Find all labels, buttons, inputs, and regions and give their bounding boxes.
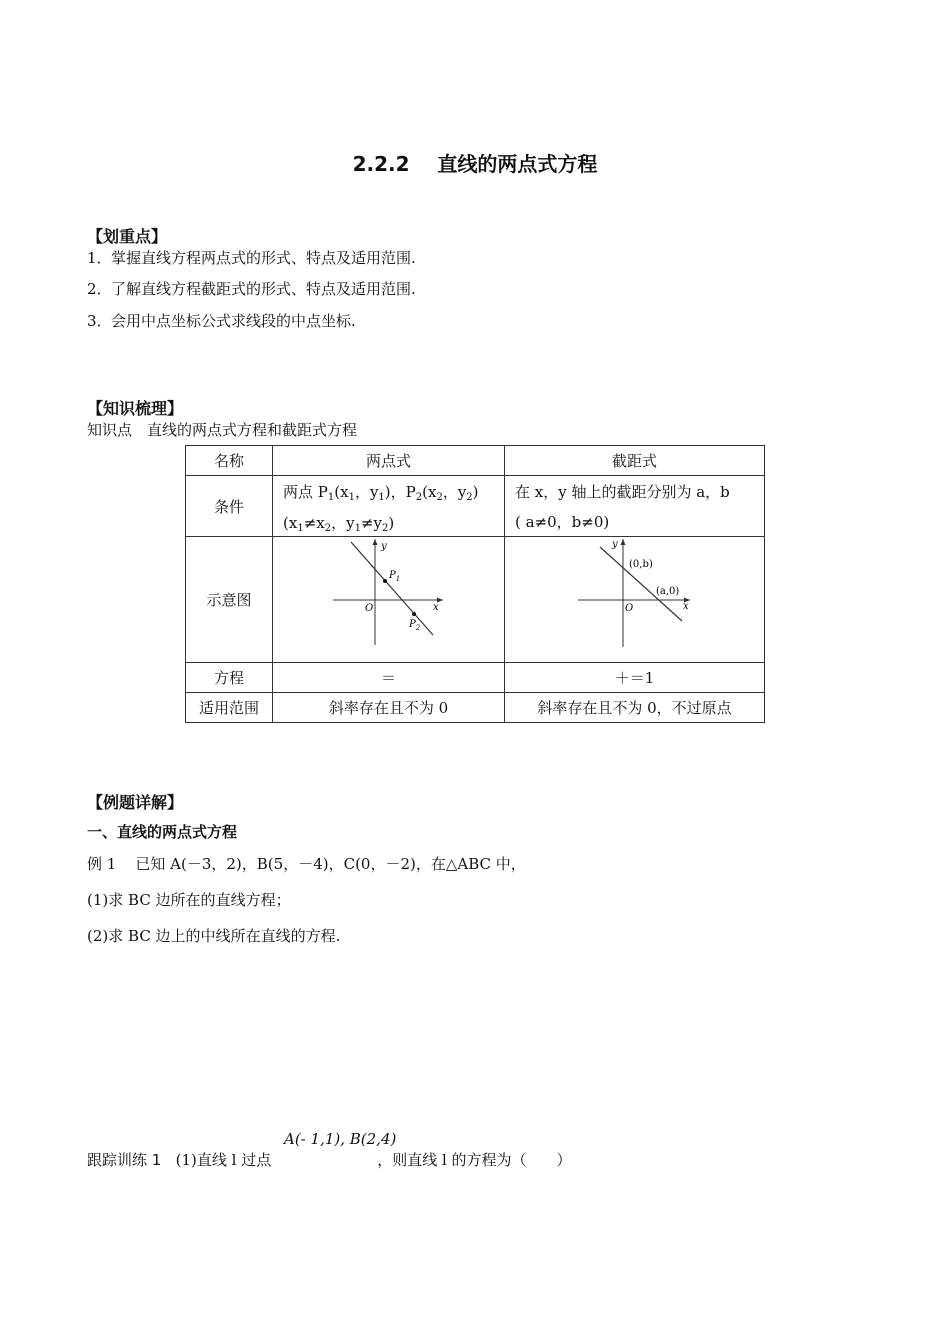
section-focus: 【划重点】 <box>87 227 168 246</box>
intercept-diagram <box>505 537 765 663</box>
title-number: 2.2.2 <box>352 152 410 176</box>
knowledge-table <box>185 445 765 723</box>
origin-label: O <box>365 603 374 614</box>
row-label-condition: 条件 <box>186 476 273 537</box>
intercept-equation: ＋＝1 <box>505 663 765 693</box>
intercept-condition: 在 x，y 轴上的截距分别为 a，b ( a≠0，b≠0) <box>505 476 765 537</box>
two-point-condition: 两点 $P_1(x_1$，$y_1$)，$P_2(x_2$，$y_2$) ($x_1\ne x_2$，$y_1\ne y_2$) <box>273 476 505 537</box>
intercept-graph <box>505 537 764 658</box>
table-header: 两点式 <box>273 446 505 476</box>
example-label: 例 1 <box>87 855 117 873</box>
knowledge-point-title: 知识点 直线的两点式方程和截距式方程 <box>87 421 358 439</box>
practice-text: (1)直线 l 过点 <box>175 1151 272 1169</box>
x-intercept-label: (a,0) <box>656 586 680 597</box>
point-p2-label: $P_2$ <box>409 619 421 632</box>
title-text: 直线的两点式方程 <box>437 152 598 176</box>
row-label-diagram: 示意图 <box>186 537 273 663</box>
practice-1 <box>87 1149 572 1170</box>
axis-label-x: x <box>433 602 439 613</box>
practice-label: 跟踪训练 1 <box>87 1151 162 1169</box>
origin-label: O <box>625 603 634 614</box>
example-1-question-1: (1)求 BC 边所在的直线方程； <box>87 891 291 909</box>
row-label-equation: 方程 <box>186 663 273 693</box>
two-point-equation: ＝ <box>273 663 505 693</box>
example-1 <box>87 853 526 874</box>
point-p1-label: $P_1$ <box>389 570 401 583</box>
y-intercept-label: (0,b) <box>629 559 653 570</box>
section-examples: 【例题详解】 <box>87 793 184 812</box>
two-point-scope: 斜率存在且不为 0 <box>273 693 505 723</box>
table-header: 截距式 <box>505 446 765 476</box>
table-header: 名称 <box>186 446 273 476</box>
two-point-graph <box>273 537 504 658</box>
intercept-scope: 斜率存在且不为 0，不过原点 <box>505 693 765 723</box>
axis-label-y: y <box>381 541 387 552</box>
practice-text-end: ，则直线 l 的方程为（ ） <box>377 1151 572 1169</box>
axis-label-x: x <box>683 601 689 612</box>
section-knowledge: 【知识梳理】 <box>87 399 184 418</box>
focus-item: 2．了解直线方程截距式的形式、特点及适用范围. <box>87 280 416 298</box>
focus-item: 3．会用中点坐标公式求线段的中点坐标. <box>87 312 356 330</box>
example-1-question-2: (2)求 BC 边上的中线所在直线的方程. <box>87 927 341 945</box>
two-point-diagram <box>273 537 505 663</box>
practice-formula: A(- 1,1), B(2,4) <box>284 1130 397 1148</box>
example-text: 已知 A(－3，2)，B(5，－4)，C(0，－2)，在△ABC 中， <box>135 855 526 873</box>
row-label-scope: 适用范围 <box>186 693 273 723</box>
example-heading: 一、直线的两点式方程 <box>87 823 238 841</box>
axis-label-y: y <box>612 539 618 550</box>
focus-item: 1．掌握直线方程两点式的形式、特点及适用范围. <box>87 249 416 267</box>
page-title <box>0 148 950 177</box>
